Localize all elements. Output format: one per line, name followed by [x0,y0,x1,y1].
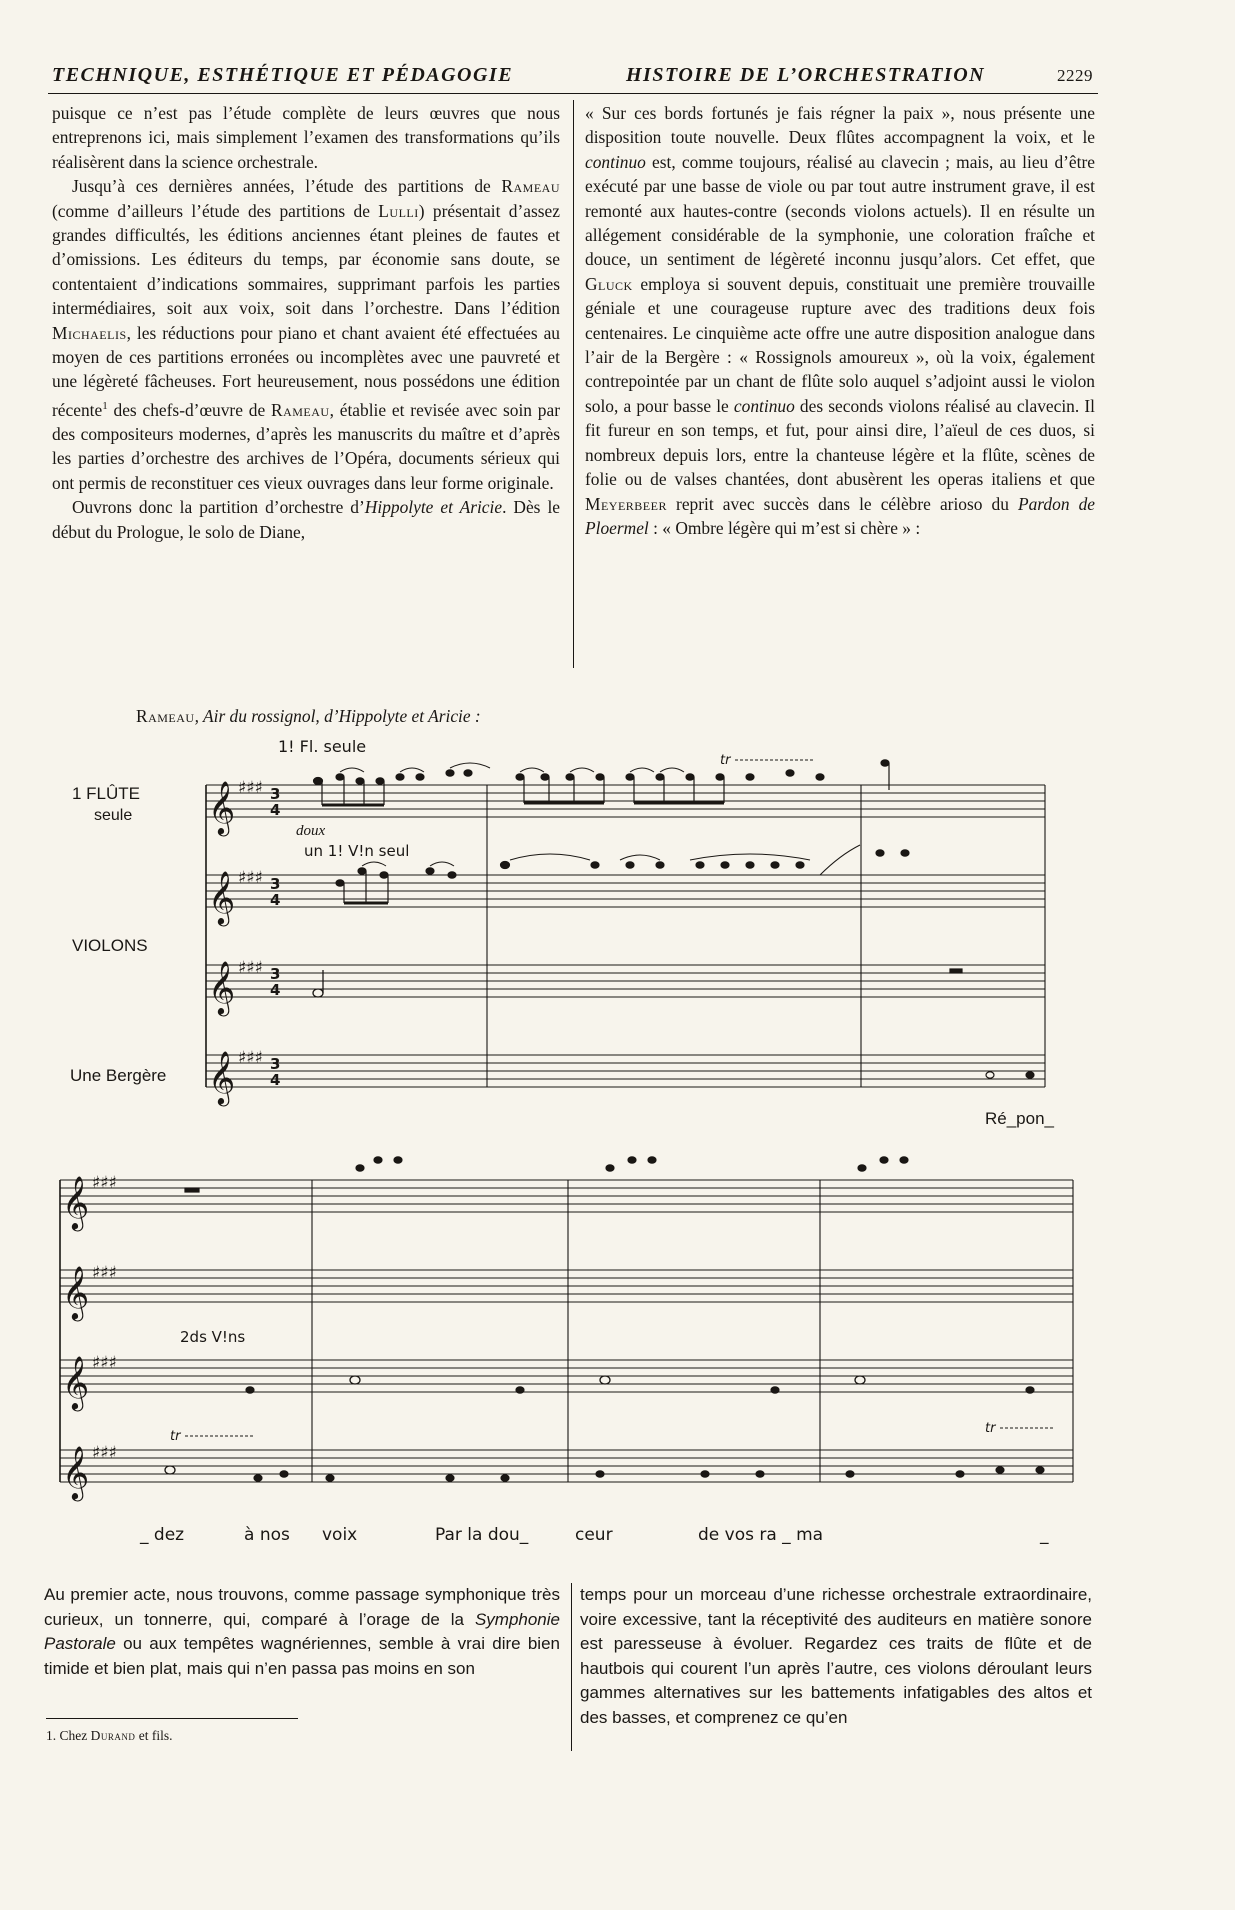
svg-text:3: 3 [270,875,281,893]
bottom-column-divider [571,1583,572,1751]
svg-text:♯♯♯: ♯♯♯ [92,1173,117,1193]
page-number: 2229 [1057,66,1093,85]
svg-text:3: 3 [270,1055,281,1073]
header-left: TECHNIQUE, ESTHÉTIQUE ET PÉDAGOGIE [52,64,514,86]
svg-text:3: 3 [270,965,281,983]
lyric: de vos ra _ ma [698,1525,824,1545]
svg-text:4: 4 [270,891,281,909]
lyric: Par la dou_ [435,1525,529,1545]
svg-text:♯♯♯: ♯♯♯ [238,958,263,978]
staff-violin-1 [206,875,1045,907]
running-header [52,64,1092,92]
name-lulli: Lulli [378,200,419,221]
marking-flute: 1! Fl. seule [278,737,367,756]
label-flute-seule: seule [94,807,133,824]
name-rameau: Rameau [270,399,330,420]
bottom-left-column [44,1583,560,1681]
trill-mark: tr [170,1429,181,1444]
lyric: _ dez [140,1525,185,1545]
svg-text:𝄞: 𝄞 [208,960,236,1014]
name-meyerbeer: Meyerbeer [585,493,667,514]
svg-text:♯♯♯: ♯♯♯ [92,1263,117,1283]
svg-text:4: 4 [270,801,281,819]
lyric-system1: Ré_pon_ [985,1109,1055,1128]
lyric: voix [322,1525,358,1545]
svg-text:𝄞: 𝄞 [208,870,236,924]
svg-text:♯♯♯: ♯♯♯ [238,778,263,798]
header-right: HISTOIRE DE L’ORCHESTRATION [626,64,986,86]
music-score [0,720,1235,1550]
svg-text:♯♯♯: ♯♯♯ [92,1443,117,1463]
paragraph: Ouvrons donc la partition d’orchestre d’Hippolyte et Aricie. Dès le début du Prologue, le solo de Diane, [52,497,560,542]
work-title: Symphonie Pastorale [44,1609,560,1653]
svg-text:♯♯♯: ♯♯♯ [238,868,263,888]
svg-text:𝄞: 𝄞 [62,1175,90,1229]
name-michaelis: Michaelis [52,322,127,343]
svg-text:♯♯♯: ♯♯♯ [92,1353,117,1373]
svg-text:𝄞: 𝄞 [62,1355,90,1409]
svg-text:𝄞: 𝄞 [62,1265,90,1319]
svg-text:𝄞: 𝄞 [208,780,236,834]
svg-text:4: 4 [270,1071,281,1089]
lyric: à nos [244,1525,290,1545]
svg-text:♯♯♯: ♯♯♯ [238,1048,263,1068]
svg-text:4: 4 [270,981,281,999]
staff-voice [206,1055,1045,1087]
staff-violin-2 [206,965,1045,997]
marking-2ds: 2ds V!ns [180,1328,246,1346]
paragraph: Au premier acte, nous trouvons, comme passage symphonique très curieux, un tonnerre, qui, comparé à l’orage de la Symphonie Pastorale ou aux tempêtes wagnériennes, semble à vrai dire bien timide et bien plat, mais qui n’en passa pas moins en son [44,1585,560,1678]
paragraph: puisque ce n’est pas l’étude complète de leurs œuvres que nous entreprenons ici, mais simplement l’examen des transformations qu’ils réalisèrent dans la science orchestrale. [52,103,560,172]
svg-text:3: 3 [270,785,281,803]
name-rameau: Rameau [501,176,560,197]
trill-mark: tr [985,1421,996,1436]
left-column [52,101,560,544]
opera-title: Pardon de Ploermel [585,493,1095,538]
label-flute: 1 FLÛTE [72,784,141,803]
label-bergere: Une Bergère [70,1066,167,1085]
footnote: 1. Chez Durand et fils. [46,1728,173,1743]
right-column [585,101,1095,540]
paragraph: temps pour un morceau d’une richesse orchestrale extraordinaire, voire excessive, tant la réceptivité des auditeurs en matière sonore est paresseuse à évoluer. Regardez ces traits de flûte et de hautbois qui courent l’un après l’autre, ces violons déroulant leurs gammes alternatives sur les battements infatigables des altos et des basses, et comprenez ce qu’en [580,1585,1092,1727]
lyric: ceur [575,1525,613,1545]
marking-doux: doux [296,823,326,839]
staff-flute [206,785,1045,817]
svg-text:𝄞: 𝄞 [62,1445,90,1499]
name-gluck: Gluck [585,273,633,294]
paragraph: Jusqu’à ces dernières années, l’étude des partitions de Rameau (comme d’ailleurs l’étude des partitions de Lulli) présentait d’assez grandes difficultés, les éditions anciennes étant pleines de fautes et d’omissions. Les éditeurs du temps, par économie sans doute, se contentaient d’indications sommaires, supprimant parfois les parties intermédiaires, soit aux voix, soit dans l’orchestre. Dans l’édition Michaelis, les réductions pour piano et chant avaient été effectuées au moyen de ces partitions erronées ou incomplètes avec une pauvreté et une légèreté fâcheuses. Fort heureusement, nous possédons une édition récente$^1$ des chefs-d’œuvre de Rameau, établie et revisée avec soin par des compositeurs modernes, d’après les manuscrits du maître et d’après les parties d’orchestre des archives de l’Opéra, documents sérieux qui ont permis de reconstituer ces vieux ouvrages dans leur forme originale. [52,176,560,493]
svg-text:𝄞: 𝄞 [208,1050,236,1104]
marking-violin: un 1! V!n seul [304,842,410,860]
footnote-rule [46,1718,298,1719]
opera-title: Hippolyte et Aricie [364,497,503,518]
column-divider [573,100,574,668]
bottom-right-column [580,1583,1092,1730]
paragraph: « Sur ces bords fortunés je fais régner la paix », nous présente une disposition toute nouvelle. Deux flûtes accompagnent la voix, et le continuo est, comme toujours, réalisé au clavecin ; mais, au lieu d’être exécuté par une basse de viole ou par tout autre instrument grave, il est remonté aux hautes-contre (seconds violons actuels). Il en résulte un allégement considérable de la symphonie, une coloration fraîche et douce, un sentiment de légèreté inconnu jusqu’alors. Cet effet, que Gluck employa si souvent depuis, constituait une première trouvaille géniale et une courageuse rupture avec des traditions deux fois centenaires. Le cinquième acte offre une autre disposition analogue dans l’air de la Bergère : « Rossignols amoureux », où la voix, également contrepointée par un chant de flûte solo auquel s’adjoint aussi le violon solo, a pour basse le continuo des seconds violons réalisé au clavecin. Il fit fureur en son temps, et fut, pour ainsi dire, l’aïeul de ces duos, si nombreux depuis lors, entre la chanteuse légère et la flûte, scènes de folie ou de valses chantées, dont abusèrent les operas italiens et que Meyerbeer reprit avec succès dans le célèbre arioso du Pardon de Ploermel : « Ombre légère qui m’est si chère » : [585,103,1095,538]
trill-mark: tr [720,753,731,768]
lyric: _ [1040,1525,1049,1545]
label-violons: VIOLONS [72,936,148,955]
header-rule [48,93,1098,94]
figure-caption: Rameau, Air du rossignol, d’Hippolyte et Aricie : [136,706,481,726]
footnote-ref: 1 [102,399,108,412]
